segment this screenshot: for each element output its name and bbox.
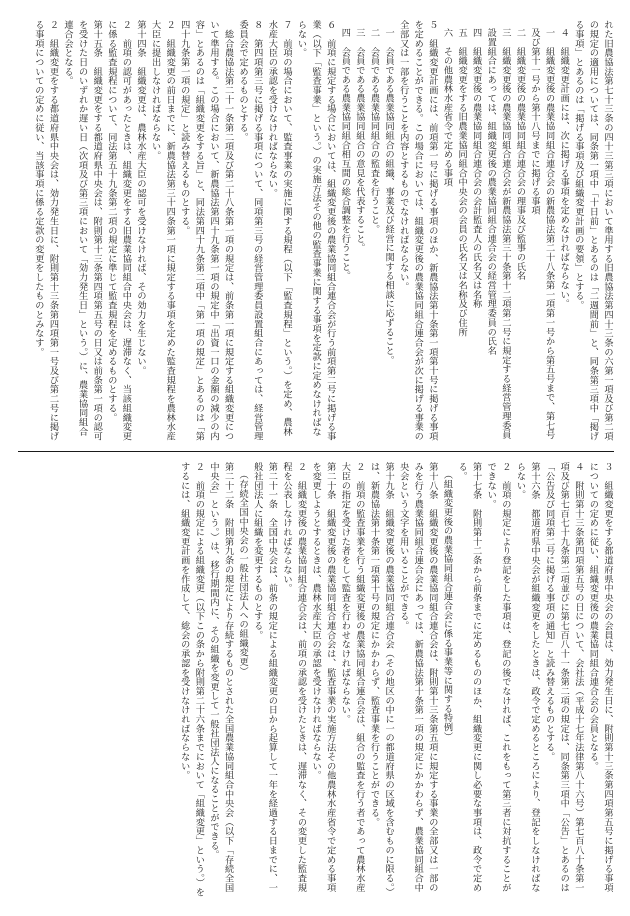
paragraph: 総合農協法第二十一条第二項及び第二十八条第一項の規定は、前条第一項に規定する組織変更について準用する。この場合において、新農協法第四十九条第一項の規定中「出資一口の金額の減少の内容」とあるのは「組織変更をする旨」と、同法第四十九条第二項中「第一項の規定」とあるのは「第四十九条第一項の規定」と読み替えるものとする。 <box>178 20 234 441</box>
paragraph: ２ 組織変更後の農業協同組合連合会は、前項の承認を受けたときは、遅滞なく、その変更した監査規程を公表しなければならない。 <box>280 462 307 893</box>
paragraph: ４ 組織変更計画には、次に掲げる事項を定めなければならない。 <box>558 28 570 309</box>
paragraph: 第二十条 組織変更後の農業協同組合連合会は、監査事業の実施方法その他農林水産省令で定める事項を変更しようとするときは、農林水産大臣の承認を受けなければならない。 <box>310 462 336 893</box>
lower-text-block <box>18 462 614 898</box>
upper-text-block <box>18 20 614 444</box>
horizontal-divider <box>18 451 614 452</box>
paragraph: 三 会員である農業協同組合の意見を代表すること。 <box>353 28 365 253</box>
upper-vertical-text <box>18 20 614 444</box>
paragraph: （存続全国中央会の一般社団法人への組織変更） <box>237 470 249 676</box>
paragraph: ２ 前項の認可があったときは、組織変更をする旧農業協同組合中央会は、遅滞なく、当該組織変更に係る監査規程について、同法第五十九条第二項の規定に準じて監査規程を定めるものとする。 <box>105 20 132 441</box>
paragraph: 四 組織変更後の農業協同組合連合会の会計監査人の氏名又は名称 <box>470 28 482 309</box>
paragraph: ４ 附則第十三条第四項第五号の日について、会社法（平成十七年法律第八十六号）第七百八十条第一項及び第七百七十九条第二項並びに第七百八十一条第二項の規定は、同条第三項中「公告」とあるのは「公告及び同項第二号に掲げる事項の通知」と読み替えるものとする。 <box>543 462 584 893</box>
lower-vertical-text <box>18 462 614 898</box>
paragraph: 第十七条 附則第十二条から前条までに定めるもののほか、組織変更に関し必要な事項は、政令で定める。 <box>456 462 482 893</box>
paragraph: 五 組織変更をする旧農業協同組合中央会の会員の氏名又は名称及び住所 <box>456 28 468 337</box>
paragraph: 二 会員である農業協同組合の監査を行うこと。 <box>368 28 380 234</box>
paragraph: 二 組織変更後の農業協同組合連合会の理事及び監事の氏名 <box>514 28 526 281</box>
paragraph: 第十八条 組織変更後の農業協同組合連合会は、附則第十三条第五項に規定する事業の全部又は一部のみを行う農業協同組合連合会にあっては、新農協法第十条第一項の規定にかかわらず、農業協同組合中央会という文字を用いることができる。 <box>397 462 438 893</box>
paragraph: れた旧農協法第七十三条の四十三第三項において準用する旧農協法第四十三条の六第一項及び第二項の規定の適用については、同条第一項中「十日前」とあるのは「二週間前」と、同条第三項中「掲げる事項」とあるのは「掲げる事項及び組織変更計画の要領」とする。 <box>572 20 613 441</box>
paragraph: ２ 前項の規定により登記をした事項は、登記の後でなければ、これをもって第三者に対抗することができない。 <box>485 462 511 893</box>
paragraph: 第十四条 組織変更は、農林水産大臣の認可を受けなければ、その効力を生じない。 <box>135 20 146 376</box>
paragraph: ５ 組織変更計画には、前項第一号に掲げる事項のほか、新農協法第十条第一項第十号に掲げる事項を定めることができる。この場合においては、組織変更後の農業協同組合連合会が次に掲げる事業の全部又は一部を行うことを内容とするものでなければならない。 <box>397 20 438 441</box>
paragraph: 第十九条 組織変更後の農業協同組合連合会（その地区の中に一の都道府県の区域を含むものに限る。）は、新農協法第十条第一項第十号の規定にかかわらず、監査事業を行うことができる。 <box>368 462 395 897</box>
paragraph: 四 会員である農業協同組合相互間の総合調整を行うこと。 <box>339 28 351 281</box>
paragraph: 第十六条 都道府県中央会が組織変更をしたときは、政令で定めるところにより、登記をしなければならない。 <box>514 462 541 893</box>
paragraph: 第二十一条 全国中央会は、前条の規定による組織変更の日から起算して一年を経過する日までに、一般社団法人に組織を変更するものとする。 <box>251 462 278 893</box>
paragraph: 三 組織変更後の農業協同組合連合会が新農協法第三十条第十二項第二号に規定する経営管理委員設置組合にあっては、組織変更後の農業協同組合連合会の経営管理委員の氏名 <box>485 28 511 440</box>
paragraph: ２ 前項の監査事業を行う組織変更後の農業協同組合連合会は、組合の監査を行う者であって農林水産大臣の指定を受けた者をして監査を行わせなければならない。 <box>339 462 365 893</box>
paragraph: 一 会員である農業協同組合の組織、事業及び経営に関する相談に応ずること。 <box>383 28 395 365</box>
paragraph: ２ 組織変更の前日までに、新農協法第三十四条第一項に規定する事項を定めた監査規程を農林水産大臣に提出しなければならない。 <box>149 20 176 441</box>
paragraph: 六 その他農林水産省令で定める事項 <box>441 28 453 188</box>
paragraph: ３ 組織変更をする都道府県中央会の会員は、効力発生日に、附則第十三条第四項第五号に掲げる事項についての定めに従い、組織変更後の農業協同組合連合会の会員となる。 <box>587 462 613 893</box>
paragraph: ８ 第四項第三号に掲げる事項について、同項第三号の経営管理委員設置組合にあっては、経営管理委員会で定めるものとする。 <box>237 20 263 441</box>
paragraph: 第十五条 組織変更をする都道府県中央会は、附則第十三条第四項第五号の日又は前条第一項の認可を受けた日のいずれか遅い日（次項及び第三項において「効力発生日」という。）に、農業協同組合連合会となる。 <box>62 20 103 441</box>
paragraph: 第二十二条 附則第九条の規定により存続するものとされた全国農業協同組合中央会（以下「存続全国中央会」という。）は、移行期間内に、その組織を変更して一般社団法人になることができる。 <box>207 462 234 893</box>
paragraph: （組織変更後の農業協同組合連合会に係る事業等に関する特例） <box>441 470 453 742</box>
paragraph: ７ 前項の場合において、監査事業の実施に関する規程（以下「監査規程」という。）を定め、農林水産大臣の承認を受けなければならない。 <box>266 20 292 437</box>
paragraph: 一 組織変更後の農業協同組合連合会の新農協法第二十八条第一項第一号から第五号まで、第七号及び第十一号から第十八号までに掲げる事項 <box>529 28 555 440</box>
paragraph: ２ 前項の規定による組織変更（以下この条から附則第二十六条までにおいて「組織変更」という。）をするには、組織変更計画を作成して、総会の承認を受けなければならない。 <box>178 462 205 897</box>
paragraph: ２ 組織変更をする都道府県中央会は、効力発生日に、附則第十三条第四項第一号及び第二号に掲げる事項についての定めに従い、当該事項に係る定款の変更をしたものとみなす。 <box>32 20 59 441</box>
paragraph: ６ 前項に規定する場合においては、組織変更後の農業協同組合連合会が行う前項第二号に掲げる事業（以下「監査事業」という。）の実施方法その他の監査事業に関する事項を定款に定めなければならない。 <box>295 20 336 441</box>
